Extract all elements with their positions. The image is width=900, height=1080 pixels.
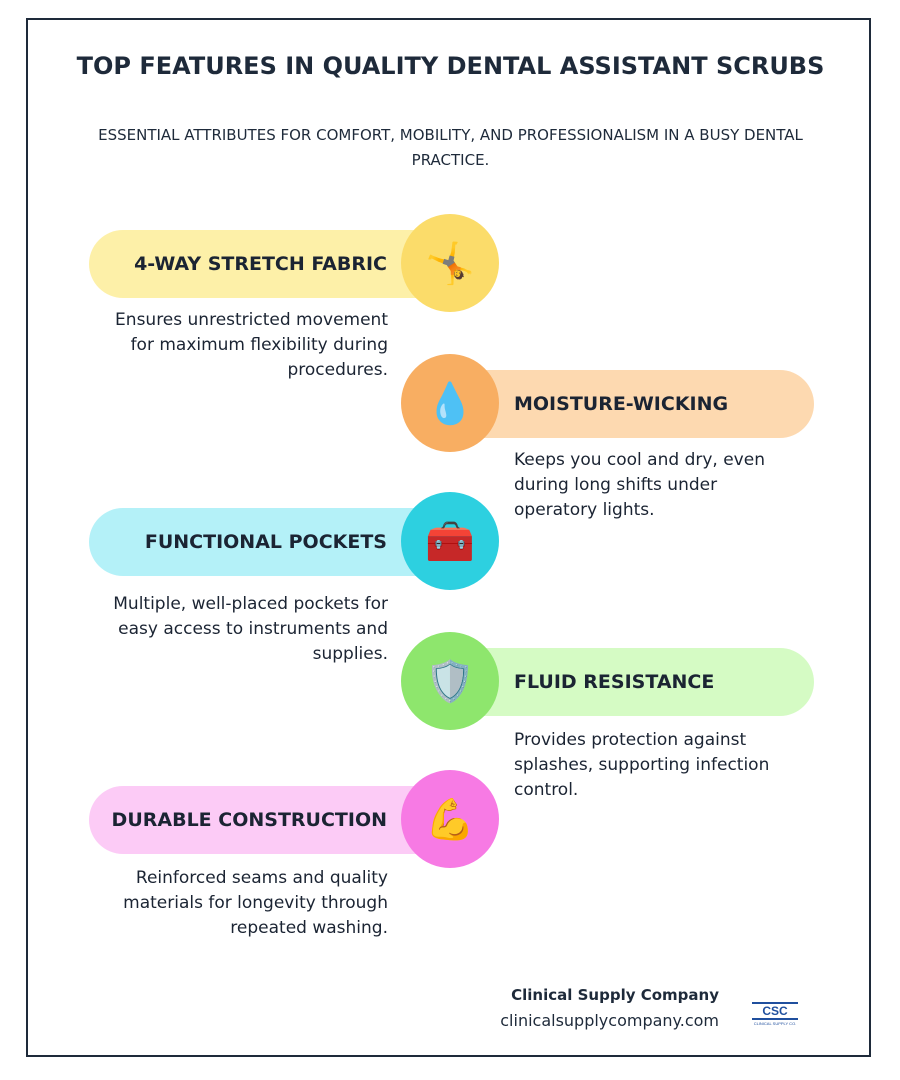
feature-description-pockets: Multiple, well-placed pockets for easy access to instruments and supplies.: [113, 594, 388, 664]
feature-label-moisture: MOISTURE-WICKING: [514, 393, 729, 415]
feature-label-fluid: FLUID RESISTANCE: [514, 671, 715, 693]
page-subtitle: ESSENTIAL ATTRIBUTES FOR COMFORT, MOBILITY, AND PROFESSIONALISM IN A BUSY DENTAL PRACTICE.: [98, 126, 803, 169]
feature-description-durable: Reinforced seams and quality materials for longevity through repeated washing.: [123, 868, 388, 938]
page-title: TOP FEATURES IN QUALITY DENTAL ASSISTANT SCRUBS: [76, 52, 825, 80]
feature-pill-stretch: [89, 230, 449, 298]
feature-description-moisture: Keeps you cool and dry, even during long shifts under operatory lights.: [514, 450, 765, 520]
cartwheel-icon: 🤸: [401, 214, 499, 312]
infographic-frame: [26, 18, 871, 1057]
toolbox-icon: 🧰: [401, 492, 499, 590]
flexed-biceps-icon: 💪: [401, 770, 499, 868]
feature-label-stretch: 4-WAY STRETCH FABRIC: [134, 253, 387, 275]
shield-icon: 🛡️: [401, 632, 499, 730]
footer-company-name: Clinical Supply Company: [511, 986, 719, 1004]
footer-website-link[interactable]: clinicalsupplycompany.com: [500, 1011, 719, 1030]
feature-label-durable: DURABLE CONSTRUCTION: [111, 809, 387, 831]
feature-pill-durable: [89, 786, 449, 854]
feature-description-fluid: Provides protection against splashes, supporting infection control.: [514, 730, 770, 800]
feature-pill-pockets: [89, 508, 449, 576]
feature-label-pockets: FUNCTIONAL POCKETS: [144, 531, 387, 553]
logo-subtext: CLINICAL SUPPLY CO.: [753, 1021, 797, 1026]
feature-description-stretch: Ensures unrestricted movement for maximum flexibility during procedures.: [115, 310, 388, 380]
logo-text: CSC: [762, 1004, 788, 1018]
company-logo: [750, 996, 800, 1026]
droplet-icon: 💧: [401, 354, 499, 452]
